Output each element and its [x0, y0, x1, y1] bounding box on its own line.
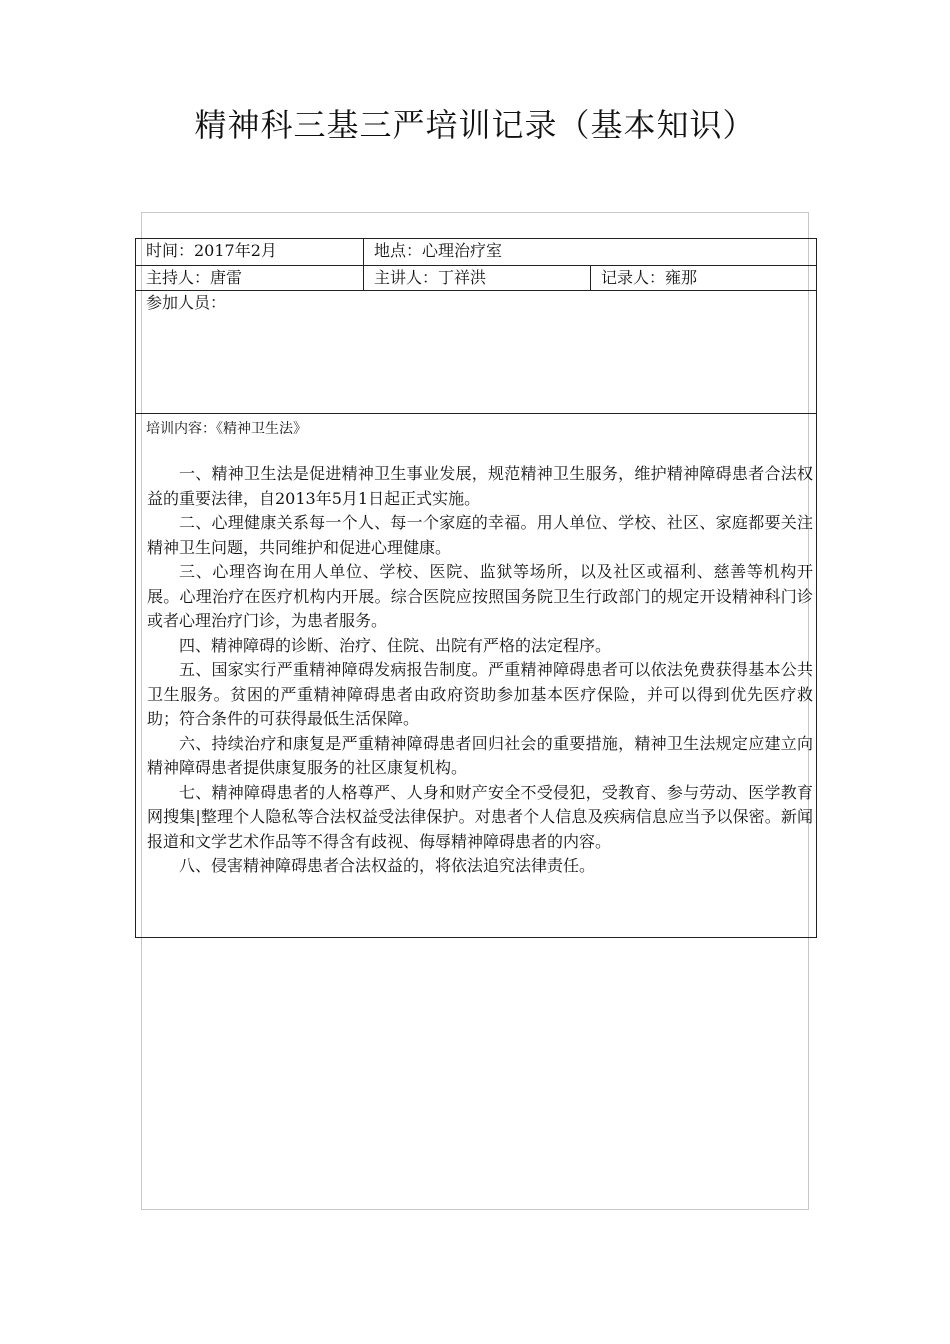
table-row-staff	[136, 266, 816, 291]
training-record-table	[135, 238, 817, 938]
participants-label: 参加人员：	[146, 293, 227, 312]
document-title: 精神科三基三严培训记录（基本知识）	[194, 106, 756, 144]
content-paragraph-2: 二、心理健康关系每一个人、每一个家庭的幸福。用人单位、学校、社区、家庭都要关注精神卫生问题，共同维护和促进心理健康。	[147, 513, 813, 557]
content-paragraph-5: 五、国家实行严重精神障碍发病报告制度。严重精神障碍患者可以依法免费获得基本公共卫生服务。贫困的严重精神障碍患者由政府资助参加基本医疗保险，并可以得到优先医疗救助；符合条件的可获得最低生活保障。	[147, 660, 813, 728]
content-paragraph-3: 三、心理咨询在用人单位、学校、医院、监狱等场所，以及社区或福利、慈善等机构开展。心理治疗在医疗机构内开展。综合医院应按照国务院卫生行政部门的规定开设精神科门诊或者心理治疗门诊，为患者服务。	[147, 562, 813, 630]
content-paragraph-7: 七、精神障碍患者的人格尊严、人身和财产安全不受侵犯，受教育、参与劳动、医学教育网搜集|整理个人隐私等合法权益受法律保护。对患者个人信息及疾病信息应当予以保密。新闻报道和文学艺术作品等不得含有歧视、侮辱精神障碍患者的内容。	[147, 782, 813, 851]
speaker-cell: 主讲人：丁祥洪	[363, 266, 590, 290]
table-row-time-location	[136, 239, 816, 266]
content-label: 培训内容：《精神卫生法》	[146, 421, 307, 437]
content-paragraph-4: 四、精神障碍的诊断、治疗、住院、出院有严格的法定程序。	[179, 635, 612, 655]
host-cell: 主持人：唐雷	[146, 268, 243, 287]
content-paragraph-1: 一、精神卫生法是促进精神卫生事业发展，规范精神卫生服务，维护精神障碍患者合法权益的重要法律，自2013年5月1日起正式实施。	[147, 464, 813, 508]
content-paragraph-8: 八、侵害精神障碍患者合法权益的，将依法追究法律责任。	[179, 856, 596, 875]
time-cell: 时间：2017年2月	[146, 241, 277, 260]
training-content-section	[136, 414, 816, 937]
content-body	[147, 462, 813, 879]
content-paragraph-6: 六、持续治疗和康复是严重精神障碍患者回归社会的重要措施，精神卫生法规定应建立向精神障碍患者提供康复服务的社区康复机构。	[147, 733, 813, 777]
recorder-cell: 记录人：雍那	[590, 266, 816, 290]
location-cell: 地点：心理治疗室	[363, 239, 816, 265]
table-row-participants	[136, 291, 816, 414]
